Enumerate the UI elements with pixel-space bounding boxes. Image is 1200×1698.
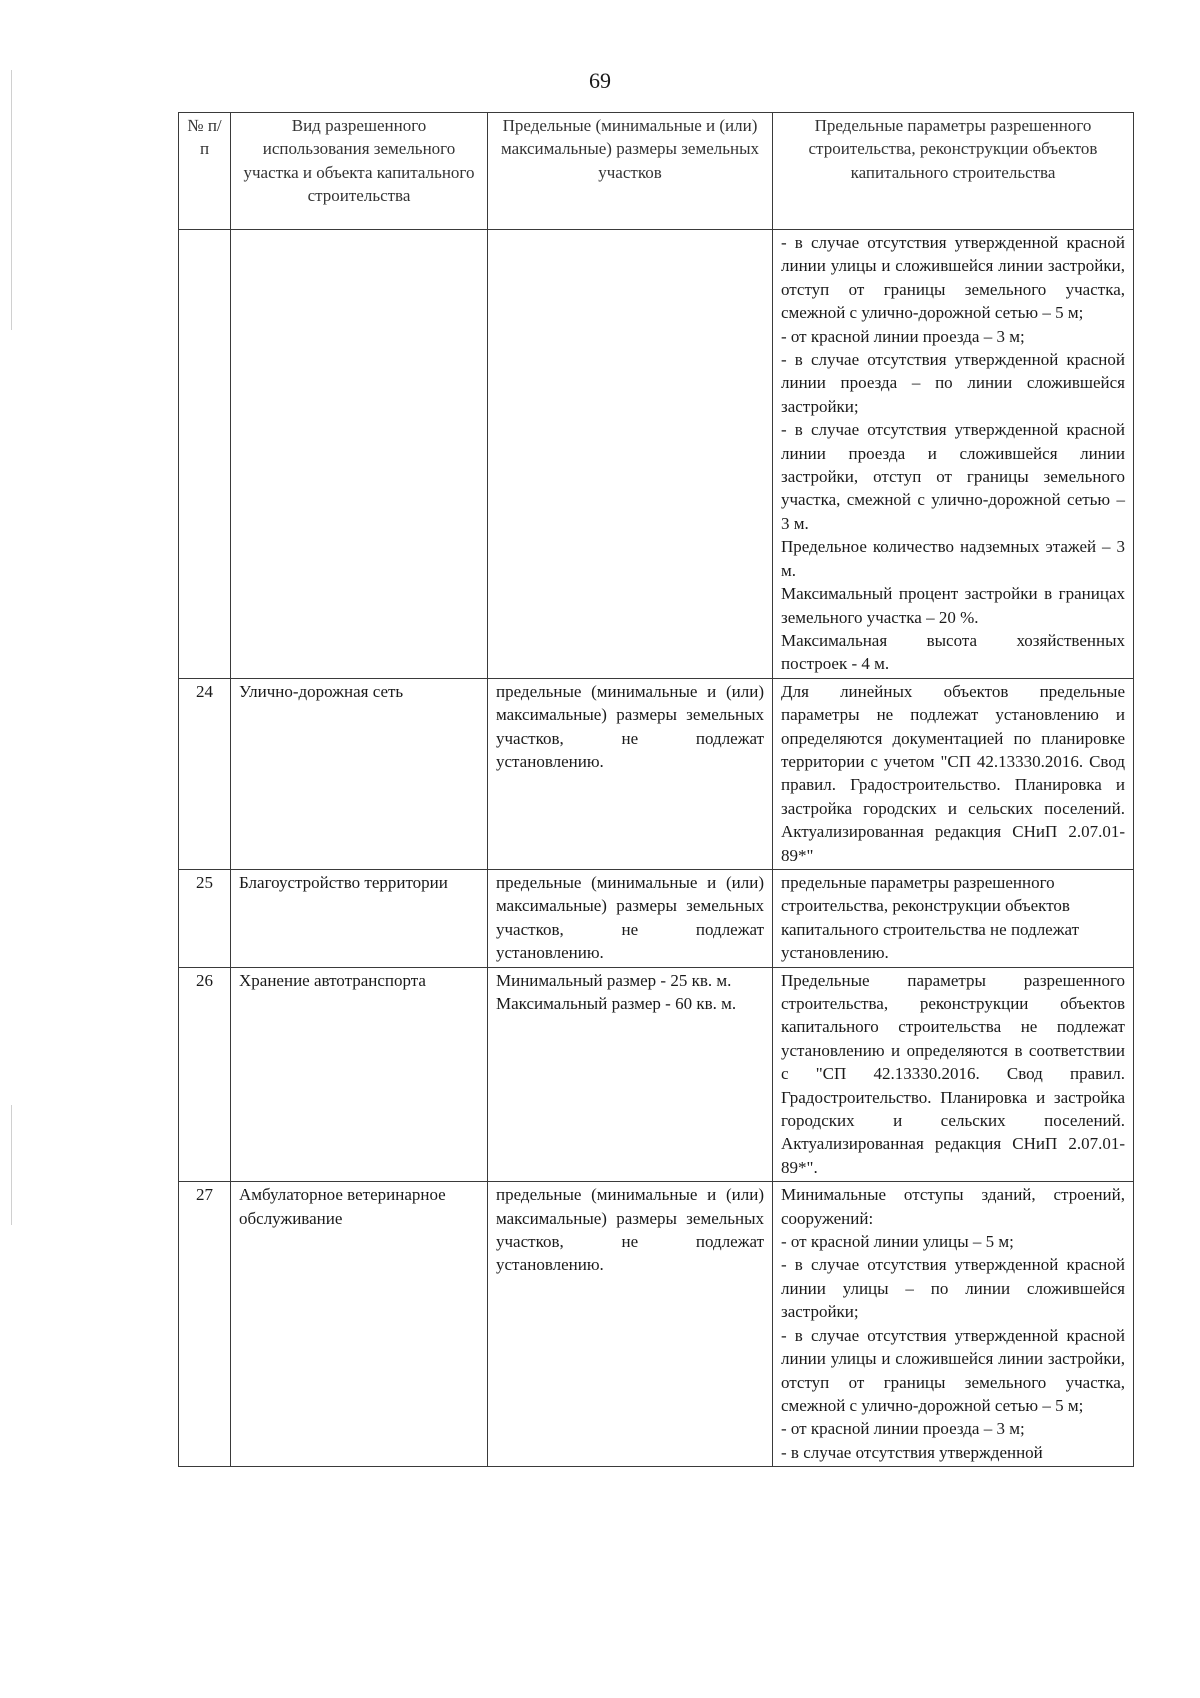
page-number: 69 <box>589 68 611 93</box>
param-line: Предельные параметры разрешенного строительства, реконструкции объектов капитального строительства не подлежат установлению и определяются в соответствии с "СП 42.13330.2016. Свод правил. Градостроительство. Планировка и застройка городских и сельских поселений. Актуализированная редакция СНиП 2.07.01-89*". <box>781 970 1125 1177</box>
param-line: - в случае отсутствия утвержденной красной линии проезда и сложившейся линии застройки, отступ от границы земельного участка, смежной с улично-дорожной сетью – 3 м. <box>781 420 1125 533</box>
row-permitted-use: Благоустройство территории <box>231 869 488 967</box>
param-line: - в случае отсутствия утвержденной красной линии проезда – по линии сложившейся застройки; <box>781 350 1125 416</box>
header-construction-params: Предельные параметры разрешенного строительства, реконструкции объектов капитального строительства <box>773 113 1134 230</box>
param-line: - от красной линии проезда – 3 м; <box>781 326 1025 346</box>
row-plot-sizes <box>488 1182 773 1467</box>
row-construction-params <box>773 230 1134 679</box>
scan-edge-mark <box>11 70 12 330</box>
table-row <box>179 967 1134 1182</box>
param-line: - в случае отсутствия утвержденной красной линии улицы и сложившейся линии застройки, отступ от границы земельного участка, смежной с улично-дорожной сетью – 5 м; <box>781 233 1125 323</box>
scan-edge-mark <box>11 1105 12 1225</box>
row-number: 24 <box>179 678 231 869</box>
row-permitted-use: Улично-дорожная сеть <box>231 678 488 869</box>
row-permitted-use: Хранение автотранспорта <box>231 967 488 1182</box>
param-line: Для линейных объектов предельные параметры не подлежат установлению и определяются документацией по планировке территории с учетом "СП 42.13330.2016. Свод правил. Градостроительство. Планировка и застройка городских и сельских поселений. Актуализированная редакция СНиП 2.07.01-89*" <box>781 681 1125 865</box>
row-number: 25 <box>179 869 231 967</box>
row-plot-sizes <box>488 967 773 1182</box>
row-plot-sizes <box>488 230 773 679</box>
table-row <box>179 1182 1134 1467</box>
land-use-regulations-table <box>178 112 1134 1467</box>
header-permitted-use: Вид разрешенного использования земельного участка и объекта капитального строительства <box>231 113 488 230</box>
param-line: Максимальная высота хозяйственных построек - 4 м. <box>781 630 1125 674</box>
param-line: - в случае отсутствия утвержденной <box>781 1442 1043 1462</box>
header-plot-sizes: Предельные (минимальные и (или) максимальные) размеры земельных участков <box>488 113 773 230</box>
param-line: предельные параметры разрешенного строительства, реконструкции объектов капитального строительства не подлежат установлению. <box>781 872 1080 963</box>
row-plot-sizes <box>488 678 773 869</box>
size-line: предельные (минимальные и (или) максимальные) размеры земельных участков, не подлежат установлению. <box>496 872 764 963</box>
table-row <box>179 230 1134 679</box>
param-line: Максимальный процент застройки в границах земельного участка – 20 %. <box>781 584 1125 627</box>
row-construction-params <box>773 869 1134 967</box>
row-number: 26 <box>179 967 231 1182</box>
row-construction-params <box>773 678 1134 869</box>
table-row <box>179 678 1134 869</box>
row-plot-sizes <box>488 869 773 967</box>
size-line: Максимальный размер - 60 кв. м. <box>496 994 737 1013</box>
row-number <box>179 230 231 679</box>
table-header-row <box>179 113 1134 230</box>
row-permitted-use: Амбулаторное ветеринарное обслуживание <box>231 1182 488 1467</box>
param-line: - от красной линии улицы – 5 м; <box>781 1232 1014 1252</box>
param-line: Предельное количество надземных этажей – 3 м. <box>781 537 1125 580</box>
param-line: - в случае отсутствия утвержденной красной линии улицы и сложившейся линии застройки, отступ от границы земельного участка, смежной с улично-дорожной сетью – 5 м; <box>781 1325 1125 1415</box>
row-number: 27 <box>179 1182 231 1467</box>
param-line: - от красной линии проезда – 3 м; <box>781 1419 1025 1439</box>
row-construction-params <box>773 967 1134 1182</box>
row-construction-params <box>773 1182 1134 1467</box>
table-row <box>179 869 1134 967</box>
param-line: - в случае отсутствия утвержденной красной линии улицы – по линии сложившейся застройки; <box>781 1255 1125 1322</box>
row-permitted-use <box>231 230 488 679</box>
size-line: Минимальный размер - 25 кв. м. <box>496 970 732 990</box>
size-line: предельные (минимальные и (или) максимальные) размеры земельных участков, не подлежат установлению. <box>496 681 764 771</box>
header-number: № п/п <box>179 113 231 230</box>
param-line: Минимальные отступы зданий, строений, сооружений: <box>781 1185 1125 1228</box>
size-line: предельные (минимальные и (или) максимальные) размеры земельных участков, не подлежат установлению. <box>496 1185 764 1275</box>
